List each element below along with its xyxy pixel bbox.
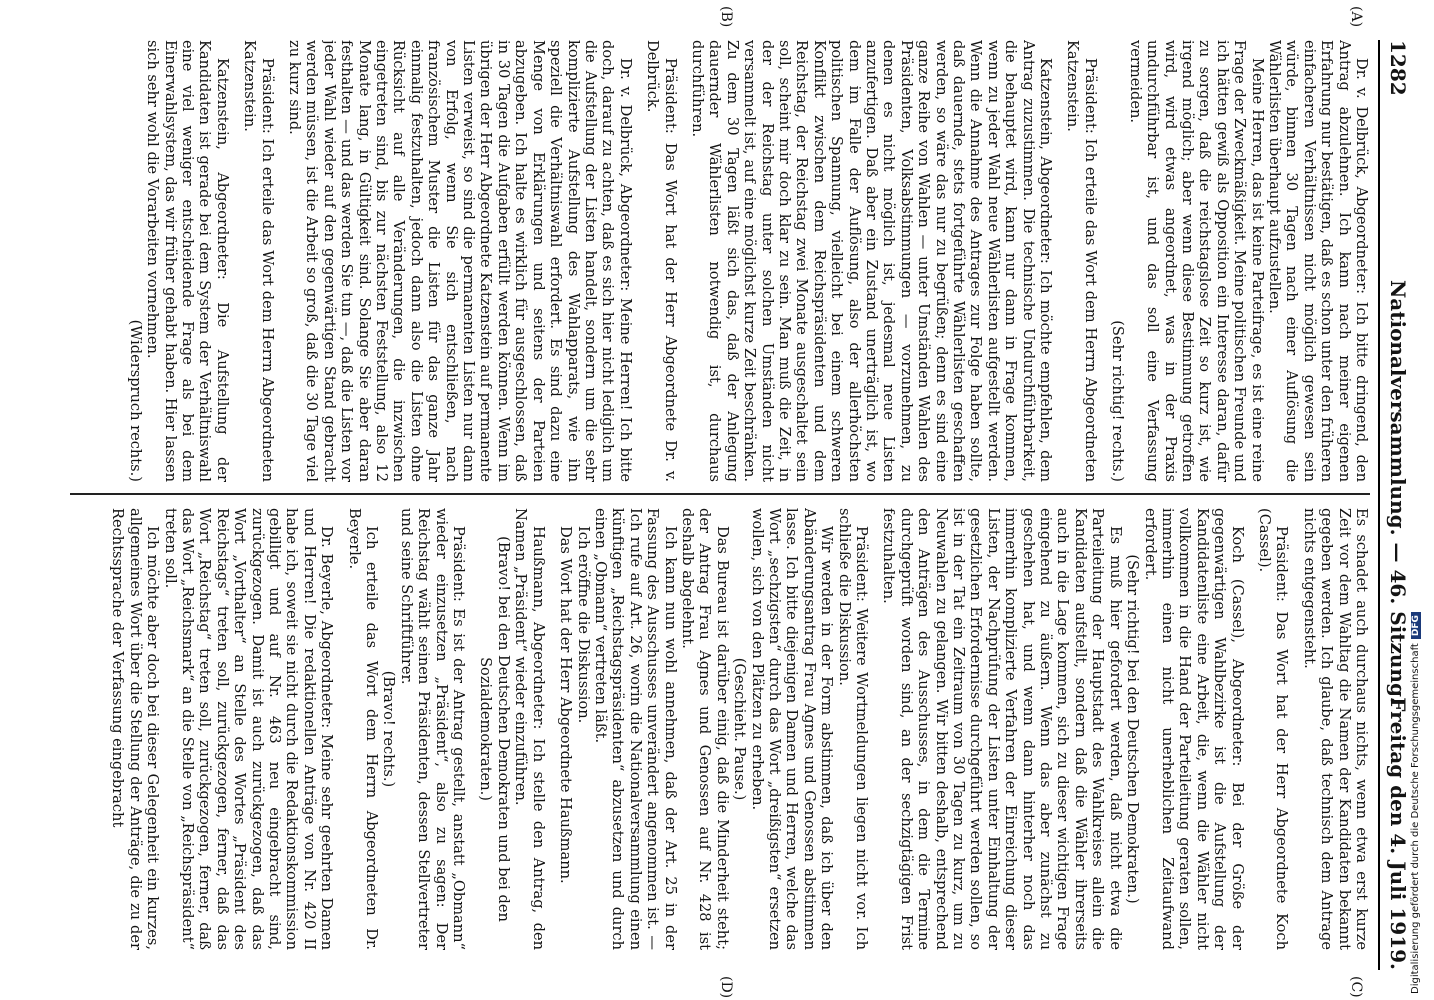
interjection: (Geschieht. Pause.) — [731, 657, 749, 801]
paragraph: Katzenstein, Abgeordneter: Ich möchte empfehlen, dem Antrag zuzustimmen. Die technische Undurchführbarkeit, die behauptet wird, kann nur dann in Frage kommen, wenn zu jeder Wahl neue Wählerlisten aufgestellt werden. Wenn die Annahme des Antrages zur Folge haben sollte, daß dauernde, stets fortgeführte Wählerlisten geschaffen werden, so wäre das nur zu begrüßen; denn es sind eine ganze Reihe von Wahlen — unter Umständen Wahlen des Präsidenten, Volksabstimmungen — vorzunehmen, zu denen es nicht möglich ist, jedesmal neue Listen anzufertigen. Daß aber ein Zustand unerträglich ist, wo dem im Falle der Auflösung, also der allerhöchsten politischen Spannung, vielleicht bei einem schweren Konflikt zwischen dem Reichspräsidenten und dem Reichstag, der Reichstag zwei Monate ausgeschaltet sein soll, scheint mir doch klar zu sein. Man muß die Zeit, in der der Reichstag unter solchen Umständen nicht versammelt ist, auf eine möglichst kurze Zeit beschränken. Zu dem 30 Tagen läßt sich das, daß der Anlegung dauernder Wählerlisten notwendig ist, durchaus durchführen. — [688, 40, 1055, 482]
paragraph: Dr. v. Delbrück, Abgeordneter: Meine Herren! Ich bitte doch, darauf zu achten, daß es sich hier nicht lediglich um die Aufstellung der Listen handelt, sondern um die sehr komplizierte Aufstellung des Wahlapparats, wie ihn speziell die Verhältniswahl erfordert. Es sind dazu eine Menge von Erklärungen und seitens der Parteien abzugeben. Ich halte es wirklich für ausgeschlossen, daß in 30 Tagen die Aufgaben erfüllt werden können. Wenn im übrigen der Herr Abgeordnete Katzenstein auf permanente Listen verweist, so sind die permanenten Listen nur dann von Erfolg, wenn Sie sich entschließen, nach französischem Muster die Listen für das ganze Jahr einmalig festzuhalten, jedoch dann also die Listen ohne Rücksicht auf alle Veränderungen, die inzwischen eingetreten sind, bis zur nächsten Feststellung, also 12 Monate lang, in Gültigkeit sind. Solange Sie aber daran festhalten — und das werden Sie tun —, daß die Listen vor jeder Wahl wieder auf den gegenwärtigen Stand gebracht werden müssen, ist die Arbeit so groß, daß die 30 Tage viel zu kurz sind. — [286, 40, 634, 482]
paragraph: Präsident: Ich erteile das Wort dem Herrn Abgeordneten Katzenstein. — [1064, 40, 1099, 482]
digitization-credit — [1410, 612, 1421, 994]
paragraph: Ich kann nun wohl annehmen, daß der Art. 25 in der Fassung des Ausschusses unverändert angenommen ist. — Ich rufe auf Art. 26, worin die Nationalversammlung einen künftigen „Reichstagspräsidenten“ abzusetzen und durch einen „Obmann“ vertreten läßt. — [591, 508, 679, 950]
paragraph: Dr. v. Delbrück, Abgeordneter: Ich bitte dringend, den Antrag abzulehnen. Ich kann nach meiner eigenen Erfahrung nur bestätigen, daß es schon unter den früheren einfacheren Verhältnissen nicht möglich gewesen sein würde, binnen 30 Tagen nach einer Auflösung die Wählerlisten überhaupt aufzustellen. — [1265, 40, 1370, 482]
interjection: (Bravo! bei den Deutschen Demokraten und bei den Sozialdemokraten.) — [477, 536, 512, 922]
paragraph: Dr. Beyerle, Abgeordneter: Meine sehr geehrten Damen und Herren! Die redaktionellen Anträge von Nr. 420 II habe ich, soweit sie nicht durch die Redaktionskommission gebilligt und auf Nr. 463 neu eingebracht sind, zurückgezogen. Damit ist auch zurückgezogen, daß das Wort „Vorthalter“ an Stelle des Wortes „Präsident des Reichstags“ treten soll, zurückgezogen, ferner, daß das Wort „Reichstag“ treten soll, zurückgezogen, ferner, daß das Wort „Reichsmark“ an die Stelle von „Reichspräsident“ treten soll. — [161, 508, 336, 950]
session-date: Freitag den 4. Juli 1919. — [1386, 697, 1410, 970]
assembly-title: Nationalversammlung. — 46. Sitzung. — [1386, 280, 1410, 704]
paragraph: Ich möchte aber doch bei dieser Gelegenheit ein kurzes, allgemeines Wort über die Stellung der Anträge, die zu der Rechtssprache der Verfassung eingebracht — [109, 508, 162, 950]
interjection: (Widerspruch rechts.) — [126, 319, 144, 482]
paragraph: Präsident: Ich erteile das Wort dem Herrn Abgeordneten Katzenstein. — [241, 40, 276, 482]
margin-marker-c: (C) — [1348, 976, 1364, 998]
margin-marker-a: (A) — [1348, 6, 1364, 28]
paragraph: Haußmann, Abgeordneter: Ich stelle den Antrag, den Namen „Präsident“ wieder einzuführen. — [512, 508, 547, 950]
paragraph: Katzenstein, Abgeordneter: Die Aufstellung der Kandidaten ist gerade bei dem System der Verhältniswahl eine viel weniger entscheidende Frage als bei dem Einerwahlsystem, das wir früher gehabt haben. Hier lassen sich sehr wohl die Vorarbeiten vornehmen. — [144, 40, 231, 482]
left-column — [70, 40, 1370, 482]
paragraph: Präsident: Das Wort hat der Herr Abgeordnete Koch (Cassel). — [1255, 508, 1291, 950]
text-columns — [70, 40, 1370, 970]
page-number: 1282 — [1386, 40, 1410, 96]
column-divider — [70, 493, 1370, 495]
margin-marker-d: (D) — [718, 976, 734, 999]
paragraph: Koch (Cassel), Abgeordneter: Bei der Größe der gegenwärtigen Wahlbezirke ist die Aufstellung der Kandidatenliste eine Arbeit, die, wenn die Wähler nicht vollkommen in die Hand der Parteileitung geraten sollen, immerhin einen nicht unerheblichen Zeitaufwand erfordert. — [1141, 508, 1246, 950]
right-column — [70, 508, 1370, 950]
paragraph: Wir werden in der Form abstimmen, daß ich über den Abänderungsantrag Frau Agnes und Genossen abstimmen lasse. Ich bitte diejenigen Damen und Herren, welche das Wort „sechzigsten“ durch das Wort „dreißigsten“ ersetzen wollen, sich von den Plätzen zu erheben. — [748, 508, 836, 950]
paragraph: Ich eröffne die Diskussion. — [574, 526, 592, 724]
paragraph: Das Bureau ist darüber einig, daß die Minderheit steht; der Antrag Frau Agnes und Genossen auf Nr. 428 ist deshalb abgelehnt. — [678, 508, 731, 950]
paragraph: Es muß hier gefordert werden, daß nicht etwa die Parteileitung der Hauptstadt des Wahlkreises allein die Kandidaten aufstellt, sondern daß die Wähler ihrerseits auch in die Lage kommen, sich zu dieser wichtigen Frage eingehend zu äußern. Wenn das aber zunächst zu geschehen hat, und wenn dann hinterher noch das immerhin komplizierte Verfahren der Einreichung dieser Listen, der Nachprüfung der Listen unter Einhaltung der gesetzlichen Erfordernisse durchgeführt werden sollen, so ist in der Tat ein Zeitraum von 30 Tagen zu kurz, um zu Neuwahlen zu gelangen. Wir bitten deshalb, entsprechend den Anträgen des Ausschusses, in dem die Termine durchgeprüft worden sind, an der sechzigtägigen Frist festzuhalten. — [880, 508, 1124, 950]
paragraph: Präsident: Weitere Wortmeldungen liegen nicht vor. Ich schließe die Diskussion. — [835, 508, 871, 950]
credit-text: Digitalisierung gefördert durch die Deutsche Forschungsgemeinschaft — [1410, 643, 1421, 994]
paragraph: Präsident: Das Wort hat der Herr Abgeordnete Dr. v. Delbrück. — [644, 40, 679, 482]
interjection: (Sehr richtig! rechts.) — [1109, 320, 1127, 482]
interjection: (Bravo! rechts.) — [380, 670, 398, 788]
paragraph: Meine Herren, das ist keine Parteifrage, es ist eine reine Frage der Zweckmäßigkeit. Meine politischen Freunde und ich hätten gewiß als Opposition ein Interesse daran, dafür zu sorgen, daß die reichstagslose Zeit so kurz ist, wie irgend möglich; aber wenn diese Bestimmung getroffen wird, wird etwas angeordnet, was in der Praxis undurchführbar ist, und das soll eine Verfassung vermeiden. — [1126, 40, 1266, 482]
dfg-logo: DFG — [1411, 612, 1421, 639]
paragraph: Das Wort hat der Herr Abgeordnete Haußmann. — [557, 526, 575, 884]
margin-marker-b: (B) — [718, 6, 734, 28]
paragraph: Es schadet auch durchaus nichts, wenn etwa erst kurze Zeit vor dem Wahltag die Namen der Kandidaten bekannt gegeben werden. Ich glaube, daß technisch dem Antrage nichts entgegensteht. — [1300, 508, 1370, 950]
interjection: (Sehr richtig! bei den Deutschen Demokraten.) — [1124, 554, 1142, 904]
paragraph: Präsident: Es ist der Antrag gestellt, anstatt „Obmann“ wieder einzusetzen „Präsident“, also zu sagen: Der Reichstag wählt seinen Präsidenten, dessen Stellvertreter und seine Schriftführer. — [397, 508, 468, 950]
paragraph: Ich erteile das Wort dem Herrn Abgeordneten Dr. Beyerle. — [345, 508, 381, 950]
